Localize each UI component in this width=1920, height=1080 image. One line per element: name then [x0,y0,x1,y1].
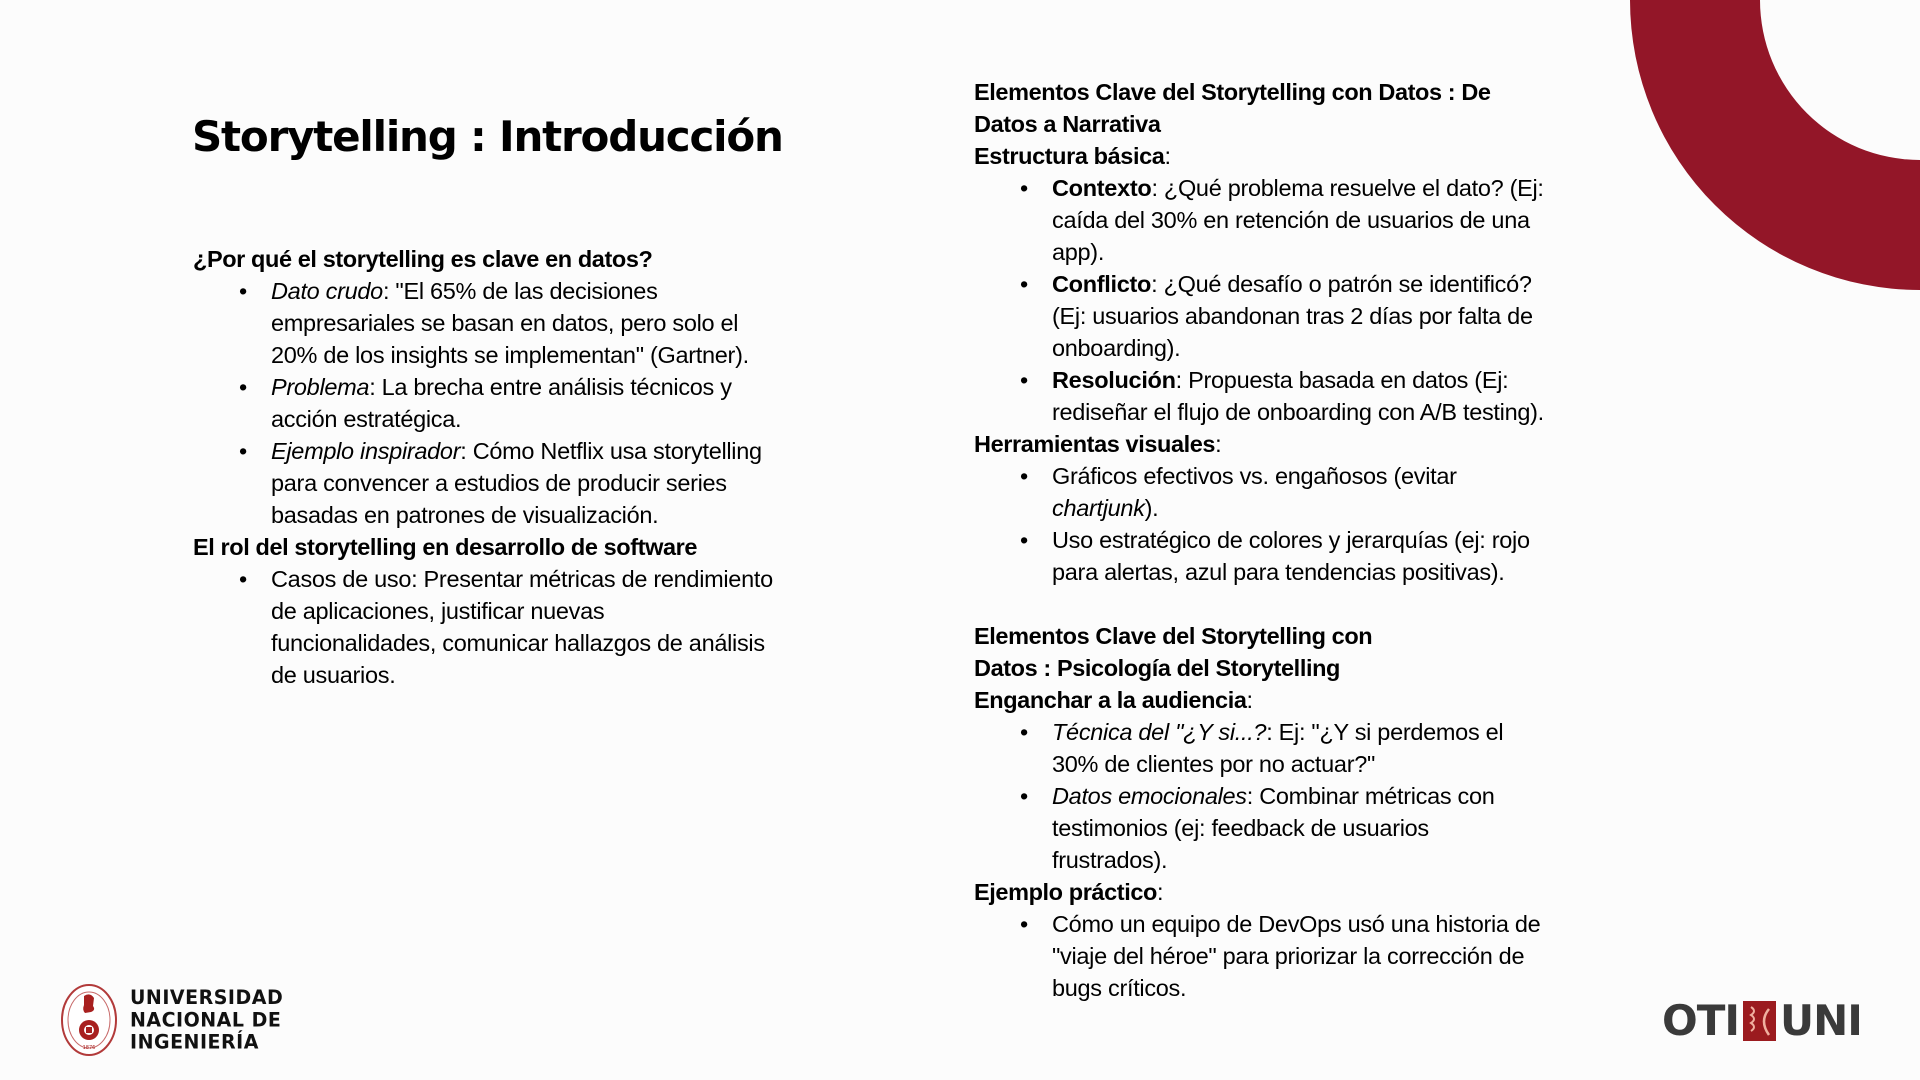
uni-name: UNIVERSIDAD NACIONAL DE INGENIERÍA [130,985,284,1054]
slide-title: Storytelling : Introducción [192,112,783,161]
bullet-list [974,908,1544,1004]
bullet-list [193,275,773,531]
list-item: • Casos de uso: Presentar métricas de rendimiento de aplicaciones, justificar nuevas funcionalidades, comunicar hallazgos de análisis de usuarios. [271,563,773,691]
svg-text:1876: 1876 [82,1045,96,1051]
oti-emblem-icon [1743,1001,1776,1041]
bullet-list [193,563,773,691]
list-item: • Resolución: Propuesta basada en datos (Ej: rediseñar el flujo de onboarding con A/B testing). [1052,364,1544,428]
block-heading: Elementos Clave del Storytelling con Datos : De Datos a Narrativa [974,79,1491,137]
bullet-list [974,716,1544,876]
list-item: • Datos emocionales: Combinar métricas con testimonios (ej: feedback de usuarios frustrados). [1052,780,1544,876]
uni-seal-icon [60,982,118,1058]
list-item: • Cómo un equipo de DevOps usó una historia de "viaje del héroe" para priorizar la corrección de bugs críticos. [1052,908,1544,1004]
subsection-heading: Herramientas visuales: [974,431,1222,457]
bullet-list [974,172,1544,428]
list-item: • Ejemplo inspirador: Cómo Netflix usa storytelling para convencer a estudios de producir series basadas en patrones de visualización. [271,435,773,531]
uni-logo [60,982,283,1058]
list-item: • Problema: La brecha entre análisis técnicos y acción estratégica. [271,371,773,435]
oti-uni-logo [1662,996,1862,1045]
section-heading: ¿Por qué el storytelling es clave en datos? [193,246,653,272]
left-column [193,243,773,691]
list-item: • Gráficos efectivos vs. engañosos (evitar chartjunk). [1052,460,1544,524]
list-item: • Técnica del "¿Y si...?: Ej: "¿Y si perdemos el 30% de clientes por no actuar?" [1052,716,1544,780]
right-column [974,76,1544,1004]
subsection-heading: Enganchar a la audiencia: [974,687,1253,713]
subsection-heading: Estructura básica: [974,143,1171,169]
decorative-arc [1630,0,1920,290]
spacer [974,588,1544,620]
bullet-list [974,460,1544,588]
list-item: • Contexto: ¿Qué problema resuelve el dato? (Ej: caída del 30% en retención de usuarios de una app). [1052,172,1544,268]
list-item: • Uso estratégico de colores y jerarquías (ej: rojo para alertas, azul para tendencias positivas). [1052,524,1544,588]
section-heading: El rol del storytelling en desarrollo de software [193,534,698,560]
uni-label: UNI [1779,996,1862,1045]
block-heading: Elementos Clave del Storytelling con Datos : Psicología del Storytelling [974,623,1373,681]
oti-label: OTI [1662,996,1739,1045]
list-item: • Dato crudo: "El 65% de las decisiones empresariales se basan en datos, pero solo el 20% de los insights se implementan" (Gartner). [271,275,773,371]
list-item: • Conflicto: ¿Qué desafío o patrón se identificó? (Ej: usuarios abandonan tras 2 días por falta de onboarding). [1052,268,1544,364]
subsection-heading: Ejemplo práctico: [974,879,1164,905]
